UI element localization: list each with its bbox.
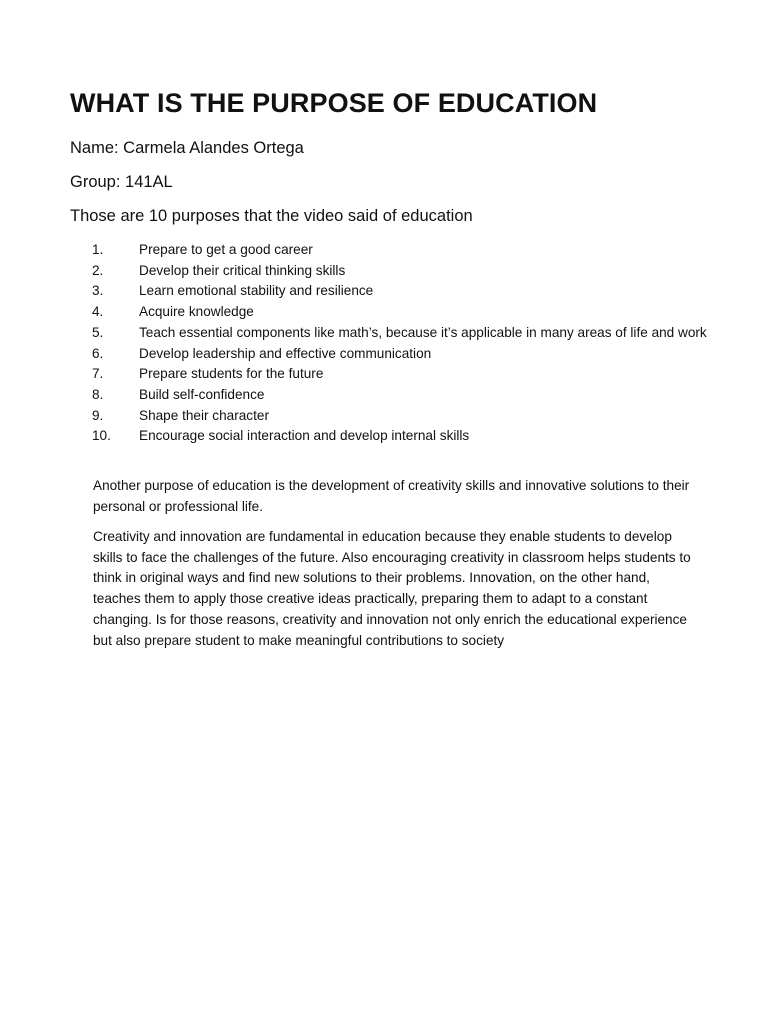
list-text: Develop their critical thinking skills (139, 262, 346, 278)
list-number: 1. (92, 242, 104, 257)
document-title: WHAT IS THE PURPOSE OF EDUCATION (70, 88, 598, 118)
paragraph-another-purpose: Another purpose of education is the development of creativity skills and innovative solutions to their personal or professional life. (93, 478, 690, 514)
author-name: Name: Carmela Alandes Ortega (70, 139, 304, 157)
list-number: 6. (92, 345, 104, 361)
list-number: 8. (92, 386, 104, 402)
list-item (70, 323, 710, 344)
paragraph-creativity-innovation: Creativity and innovation are fundamental in education because they enable students to develop skills to face the challenges of the future. Also encouraging creativity in classroom helps students to think in original ways and find new solutions to their problems. Innovation, on the other hand, teaches them to apply those creative ideas practically, preparing them to adapt to a constant changing. Is for those reasons, creativity and innovation not only enrich the educational experience but also prepare student to make meaningful contributions to society (93, 529, 691, 648)
list-number: 4. (92, 304, 104, 320)
list-text: Teach essential components like math’s, because it’s applicable in many areas of life and work (139, 324, 707, 340)
list-text: Build self-confidence (139, 386, 265, 402)
list-item (70, 344, 710, 365)
list-item (70, 261, 710, 282)
list-number: 10. (92, 428, 111, 444)
list-number: 9. (92, 407, 104, 423)
list-text: Encourage social interaction and develop internal skills (139, 428, 470, 444)
list-number: 7. (92, 366, 104, 382)
list-text: Acquire knowledge (139, 304, 254, 320)
list-text: Shape their character (139, 407, 269, 423)
list-number: 2. (92, 262, 104, 278)
list-number: 5. (92, 324, 104, 340)
intro-text: Those are 10 purposes that the video said of education (70, 207, 473, 225)
list-item (70, 281, 710, 302)
list-text: Prepare to get a good career (139, 242, 313, 257)
purpose-list (70, 240, 710, 447)
list-item (70, 406, 710, 427)
list-item (70, 302, 710, 323)
list-number: 3. (92, 283, 104, 299)
list-item (70, 364, 710, 385)
group-line: Group: 141AL (70, 173, 173, 191)
list-item (70, 240, 710, 261)
list-item (70, 385, 710, 406)
list-text: Prepare students for the future (139, 366, 324, 382)
list-item (70, 426, 710, 447)
list-text: Develop leadership and effective communication (139, 345, 432, 361)
list-text: Learn emotional stability and resilience (139, 283, 374, 299)
